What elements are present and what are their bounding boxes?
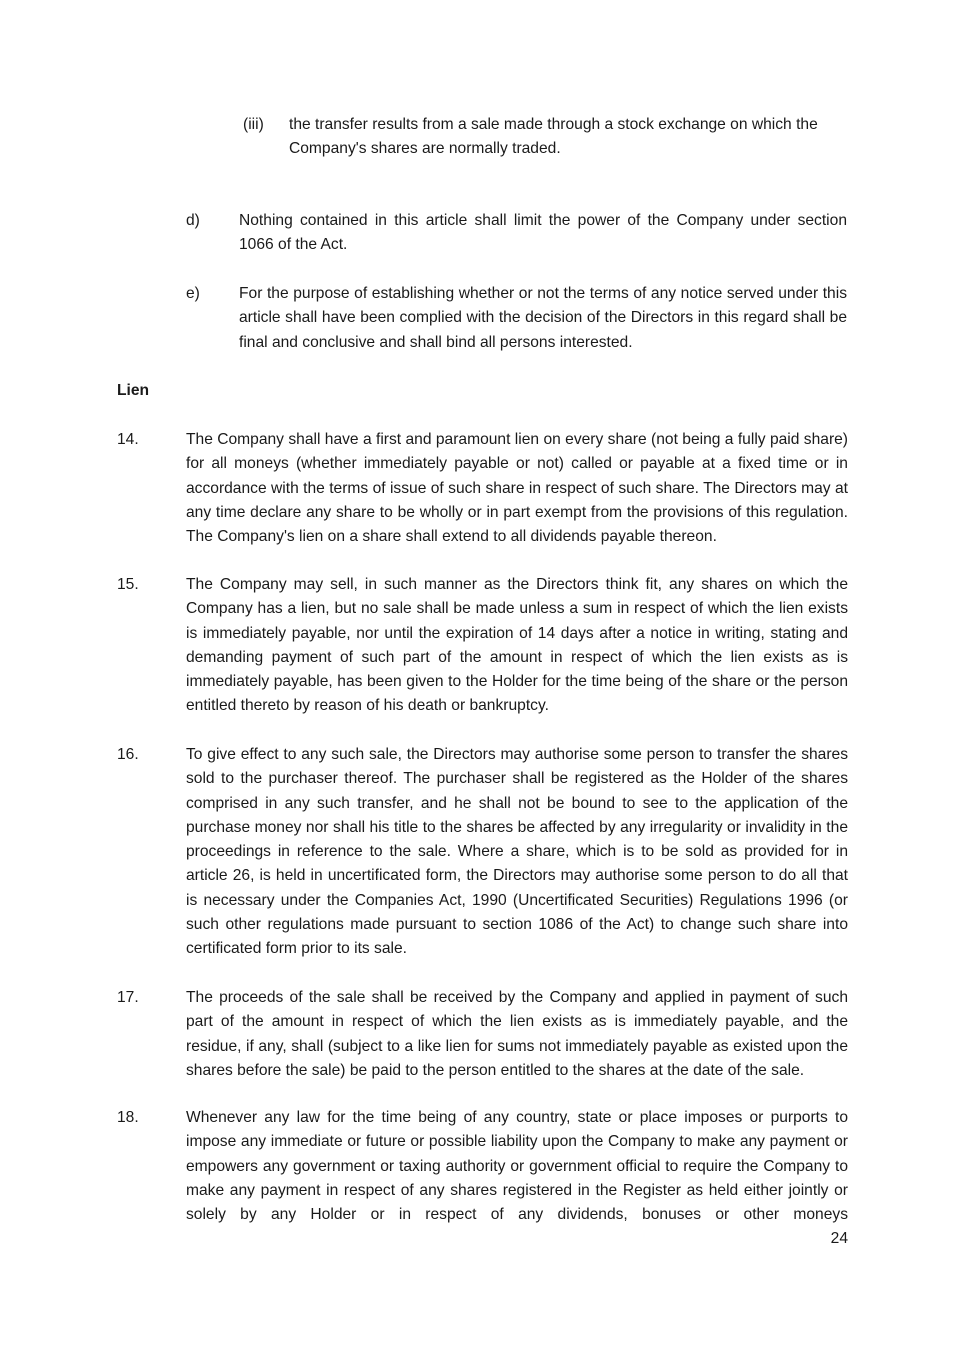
- item-label: d): [186, 212, 200, 229]
- article-number: 15.: [117, 576, 139, 593]
- article-text: The Company shall have a first and paramount lien on every share (not being a fully paid share) for all moneys (whether immediately payable or not) called or payable at a fixed time or in accordance with the terms of issue of such share in respect of such share. The Directors may at any time declare any share to be wholly or in part exempt from the provisions of this regulation. The Company's lien on a share shall extend to all dividends payable thereon.: [186, 431, 848, 546]
- sub-item-label: (iii): [243, 116, 264, 133]
- item-e: [0, 282, 965, 357]
- article-text: The Company may sell, in such manner as the Directors think fit, any shares on which the Company has a lien, but no sale shall be made unless a sum in respect of which the lien exists is immediately payable, nor until the expiration of 14 days after a notice in writing, stating and demanding payment of such part of the amount in respect of which the lien exists as is immediately payable, has been given to the Holder for the time being of the share or the person entitled thereto by reason of his death or bankruptcy.: [186, 576, 848, 715]
- item-d: [0, 209, 965, 259]
- article-number: 17.: [117, 989, 139, 1006]
- item-text: Nothing contained in this article shall limit the power of the Company under section 1066 of the Act.: [239, 212, 847, 254]
- section-heading: Lien: [117, 382, 150, 399]
- article-text: Whenever any law for the time being of any country, state or place imposes or purports to impose any immediate or future or possible liability upon the Company to make any payment or empowers any government or taxing authority or government official to require the Company to make any payment in respect of any shares registered in the Register as held either jointly or solely by any Holder or in respect of any dividends, bonuses or other moneys: [186, 1109, 848, 1224]
- article-17: [0, 986, 965, 1084]
- article-16: [0, 743, 965, 963]
- sub-item-iii: [0, 113, 965, 163]
- article-18: [0, 1106, 965, 1228]
- article-14: [0, 428, 965, 550]
- article-text: To give effect to any such sale, the Directors may authorise some person to transfer the shares sold to the purchaser thereof. The purchaser shall be registered as the Holder of the shares comprised in any such transfer, and he shall not be bound to see to the application of the purchase money nor shall his title to the shares be affected by any irregularity or invalidity in the proceedings in reference to the sale. Where a share, which is to be sold as provided for in article 26, is held in uncertificated form, the Directors may authorise some person to do all that is necessary under the Companies Act, 1990 (Uncertificated Securities) Regulations 1996 (or such other regulations made pursuant to section 1086 of the Act) to change such share into certificated form prior to its sale.: [186, 746, 848, 958]
- article-text: The proceeds of the sale shall be received by the Company and applied in payment of such part of the amount in respect of which the lien exists as is immediately payable, and the residue, if any, shall (subject to a like lien for sums not immediately payable as existed upon the shares before the sale) be paid to the person entitled to the shares at the date of the sale.: [186, 989, 848, 1079]
- item-label: e): [186, 285, 200, 302]
- sub-item-text: the transfer results from a sale made through a stock exchange on which the Company's shares are normally traded.: [289, 116, 818, 158]
- item-text: For the purpose of establishing whether or not the terms of any notice served under this article shall have been complied with the decision of the Directors in this regard shall be final and conclusive and shall bind all persons interested.: [239, 285, 847, 351]
- page-number: 24: [830, 1230, 848, 1247]
- article-15: [0, 573, 965, 719]
- article-number: 16.: [117, 746, 139, 763]
- article-number: 14.: [117, 431, 139, 448]
- article-number: 18.: [117, 1109, 139, 1126]
